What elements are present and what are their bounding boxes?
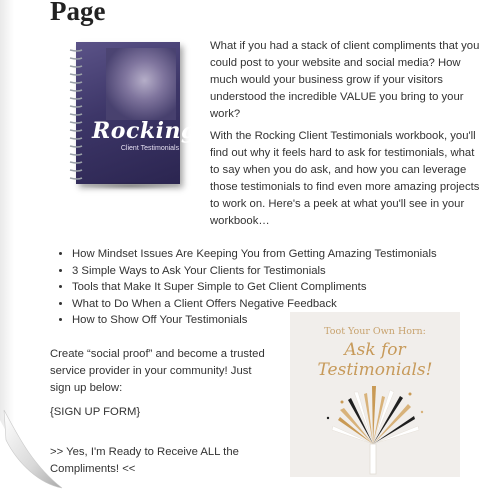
- page-edge-shadow: [0, 0, 14, 430]
- promo-headline: Toot Your Own Horn:: [324, 326, 426, 337]
- promo-image: [290, 312, 460, 477]
- page-heading: Page: [50, 0, 106, 26]
- page-curl-icon: [0, 400, 80, 500]
- confetti-popper-icon: [320, 382, 430, 477]
- list-item: • Tools that Make It Super Simple to Get Client Compliments: [72, 279, 437, 296]
- promo-subheadline: Ask for Testimonials!: [317, 340, 433, 380]
- signup-form-placeholder[interactable]: {SIGN UP FORM}: [50, 406, 141, 418]
- cta-link[interactable]: >> Yes, I'm Ready to Receive ALL the Compliments! <<: [50, 446, 239, 475]
- list-item: • 3 Simple Ways to Ask Your Clients for Testimonials: [72, 263, 437, 280]
- cover-photo: [106, 48, 176, 120]
- intro-paragraph: What if you had a stack of client compliments that you could post to your website and social media? How much would your business grow if your visitors understood the incredible VALUE you bring to your work?: [210, 40, 480, 120]
- list-item: • What to Do When a Client Offers Negative Feedback: [72, 296, 437, 313]
- list-item: • How to Show Off Your Testimonials: [72, 312, 437, 329]
- workbook-subtitle: Client Testimonials: [120, 145, 180, 152]
- workbook-cover: [76, 42, 197, 184]
- social-proof-paragraph: Create “social proof” and become a trusted service provider in your community! Just sign up below:: [50, 348, 265, 394]
- workbook-cover-image: [66, 42, 197, 192]
- spiral-binding-icon: [66, 46, 82, 182]
- workbook-title: Rocking: [92, 118, 197, 144]
- workbook-paragraph: With the Rocking Client Testimonials workbook, you'll find out why it feels hard to ask for testimonials, what to say when you do ask, and how you can leverage those testimonials to find even more amazing projects to work on. Here's a peek at what you'll see in your workbook…: [210, 130, 480, 227]
- book-shadow: [78, 182, 182, 190]
- list-item: • How Mindset Issues Are Keeping You from Getting Amazing Testimonials: [72, 246, 437, 263]
